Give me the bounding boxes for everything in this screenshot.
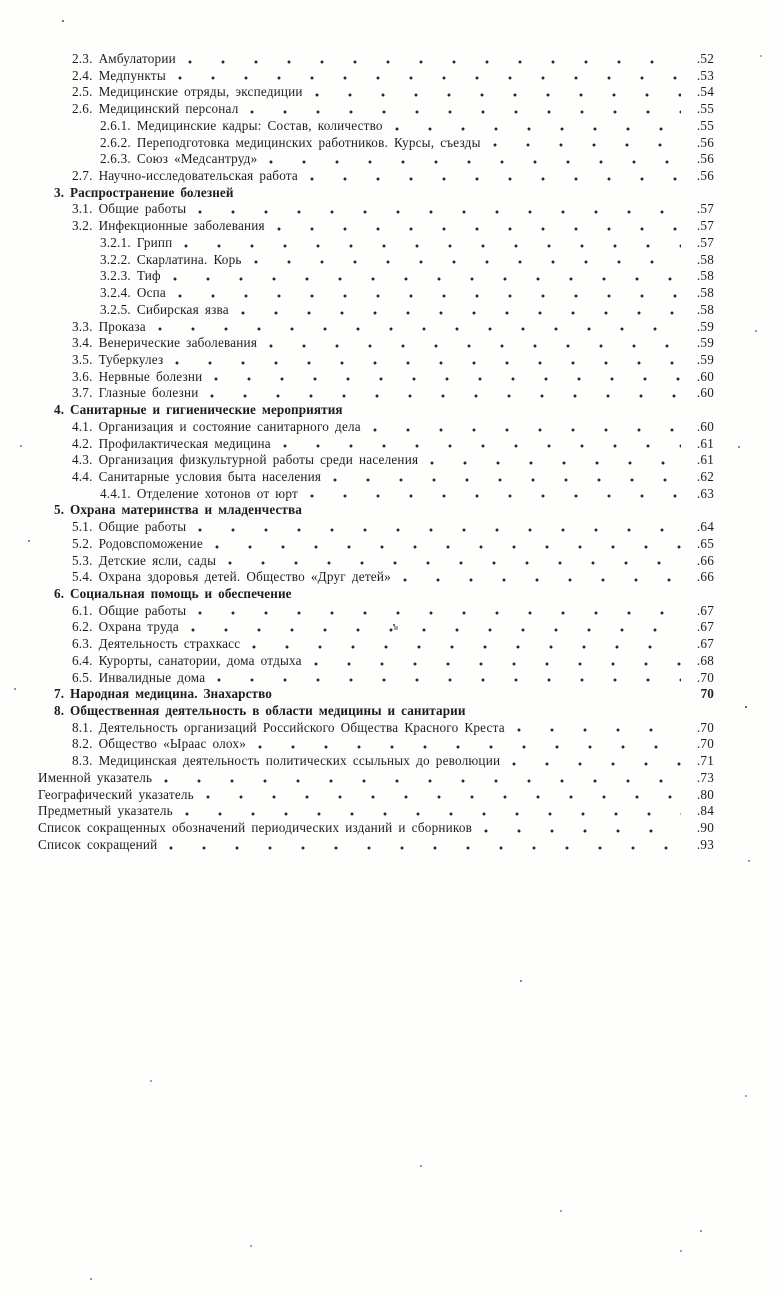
toc-entry-page: .58 [696, 301, 714, 317]
toc-entry-page: .61 [696, 435, 714, 451]
toc-entry-page: .70 [696, 736, 714, 752]
dot-leader [198, 209, 681, 215]
toc-entry-page: .56 [696, 151, 714, 167]
toc-entry-page: .59 [696, 318, 714, 334]
toc-entry-page: .66 [696, 552, 714, 568]
toc-entry-page: .57 [696, 201, 714, 217]
toc-entry [0, 770, 714, 787]
toc-entry-label: Именной указатель [38, 769, 153, 785]
dot-leader [315, 92, 681, 98]
toc-entry-page: .64 [696, 519, 714, 535]
toc-entry [0, 837, 714, 854]
toc-entry-page: .56 [696, 134, 714, 150]
toc-entry [0, 151, 714, 168]
toc-entry-page: .59 [696, 335, 714, 351]
toc-entry-label: 3.7. Глазные болезни [72, 385, 199, 401]
toc-entry-label: 4. Санитарные и гигиенические мероприятия [54, 402, 343, 418]
toc-entry [0, 787, 714, 804]
toc-entry-label: 2.5. Медицинские отряды, экспедиции [72, 84, 303, 100]
dot-leader [175, 360, 681, 366]
toc-entry-label: 6.3. Деятельность страхкасс [72, 636, 241, 652]
toc-entry-page: .90 [696, 820, 714, 836]
toc-entry [0, 670, 714, 687]
toc-entry-label: Географический указатель [38, 786, 194, 802]
dot-leader [333, 477, 681, 483]
toc-entry-page: .84 [696, 803, 714, 819]
table-of-contents [0, 51, 780, 854]
dot-leader [173, 276, 681, 282]
toc-entry [0, 68, 714, 85]
toc-entry-label: 3.2.4. Оспа [100, 285, 166, 301]
dot-leader [241, 310, 681, 316]
toc-entry-page: .67 [696, 619, 714, 635]
toc-entry [0, 419, 714, 436]
toc-entry-label: 3.4. Венерические заболевания [72, 335, 258, 351]
toc-entry [0, 653, 714, 670]
toc-entry-page: .58 [696, 268, 714, 284]
toc-entry-page: .67 [696, 602, 714, 618]
dot-leader [228, 560, 681, 566]
toc-entry-label: 3.2. Инфекционные заболевания [72, 218, 265, 234]
toc-entry [0, 619, 714, 636]
dot-leader [284, 694, 681, 700]
toc-entry [0, 319, 714, 336]
toc-entry [0, 603, 714, 620]
toc-entry-label: 3.1. Общие работы [72, 201, 187, 217]
toc-entry [0, 486, 714, 503]
toc-entry [0, 285, 714, 302]
toc-entry-label: 3.2.1. Грипп [100, 234, 173, 250]
toc-entry-page: .55 [696, 101, 714, 117]
dot-leader [373, 427, 681, 433]
toc-entry-label: 4.4.1. Отделение хотонов от юрт [100, 485, 298, 501]
dot-leader [210, 393, 681, 399]
toc-entry [0, 84, 714, 101]
dot-leader [484, 828, 681, 834]
toc-entry [0, 469, 714, 486]
toc-entry-page: .68 [696, 652, 714, 668]
dot-leader [403, 577, 681, 583]
toc-entry-label: 5. Охрана материнства и младенчества [54, 502, 302, 518]
toc-entry-page: .93 [696, 836, 714, 852]
toc-entry [0, 452, 714, 469]
toc-entry-page: .63 [696, 485, 714, 501]
toc-entry-label: 5.4. Охрана здоровья детей. Общество «Друг детей» [72, 569, 391, 585]
toc-entry [0, 101, 714, 118]
dot-leader [493, 142, 681, 148]
dot-leader [430, 460, 681, 466]
toc-entry [0, 636, 714, 653]
toc-entry-label: Предметный указатель [38, 803, 173, 819]
toc-entry-page: .58 [696, 251, 714, 267]
toc-entry-label: 8. Общественная деятельность в области медицины и санитарии [54, 703, 466, 719]
toc-entry [0, 352, 714, 369]
toc-entry-label: Список сокращений [38, 836, 158, 852]
toc-entry-label: 2.6. Медицинский персонал [72, 101, 239, 117]
dot-leader [277, 226, 681, 232]
toc-entry-label: 2.3. Амбулатории [72, 51, 176, 66]
toc-entry-label: 2.6.1. Медицинские кадры: Состав, количество [100, 117, 383, 133]
dot-leader [198, 610, 681, 616]
toc-entry [0, 135, 714, 152]
dot-leader [188, 59, 681, 65]
toc-entry-page: .54 [696, 84, 714, 100]
toc-entry-label: 2.4. Медпункты [72, 67, 166, 83]
toc-entry-page: .66 [696, 569, 714, 585]
toc-entry [0, 586, 714, 603]
toc-entry [0, 402, 714, 419]
toc-entry-page: .53 [696, 67, 714, 83]
toc-entry [0, 736, 714, 753]
dot-leader [158, 326, 681, 332]
dot-leader [185, 811, 681, 817]
toc-entry [0, 519, 714, 536]
toc-entry-label: 6. Социальная помощь и обеспечение [54, 586, 292, 601]
toc-entry [0, 536, 714, 553]
toc-entry-label: 8.3. Медицинская деятельность политических ссыльных до революции [72, 753, 501, 769]
toc-entry-label: 2.6.2. Переподготовка медицинских работников. Курсы, съезды [100, 134, 481, 150]
dot-leader [215, 544, 681, 550]
toc-entry-label: 8.2. Общество «Ыраас олох» [72, 736, 246, 752]
toc-entry-label: 4.3. Организация физкультурной работы среди населения [72, 452, 419, 468]
toc-entry-page: .65 [696, 535, 714, 551]
toc-entry-label: 5.2. Родовспоможение [72, 535, 203, 551]
toc-entry [0, 201, 714, 218]
dot-leader [512, 761, 681, 767]
toc-entry [0, 553, 714, 570]
dot-leader [269, 343, 681, 349]
dot-leader [258, 744, 681, 750]
dot-leader [217, 677, 681, 683]
toc-entry-label: 8.1. Деятельность организаций Российского Общества Красного Креста [72, 719, 505, 735]
dot-leader [191, 627, 681, 633]
toc-entry [0, 235, 714, 252]
toc-entry-label: 3.6. Нервные болезни [72, 368, 203, 384]
toc-entry-label: 7. Народная медицина. Знахарство [54, 686, 272, 702]
toc-entry-page: .62 [696, 468, 714, 484]
dot-leader [310, 493, 681, 499]
toc-entry-page: .60 [696, 368, 714, 384]
toc-entry [0, 369, 714, 386]
scan-noise-speckles [0, 0, 2, 2]
toc-entry [0, 302, 714, 319]
toc-entry-label: 3.2.2. Скарлатина. Корь [100, 251, 242, 267]
toc-entry-page: .70 [696, 669, 714, 685]
dot-leader [178, 75, 681, 81]
dot-leader [214, 376, 681, 382]
dot-leader [164, 778, 681, 784]
toc-entry-label: 6.5. Инвалидные дома [72, 669, 206, 685]
toc-entry [0, 703, 714, 720]
toc-entry-page: .60 [696, 385, 714, 401]
toc-entry [0, 118, 714, 135]
toc-entry-label: 3. Распространение болезней [54, 184, 234, 200]
toc-entry-page: 70 [700, 686, 714, 702]
toc-entry-label: 3.2.5. Сибирская язва [100, 301, 229, 317]
toc-entry [0, 252, 714, 269]
toc-entry-label: 3.3. Проказа [72, 318, 146, 334]
toc-entry-label: 5.3. Детские ясли, сады [72, 552, 217, 568]
dot-leader [198, 527, 681, 533]
dot-leader [178, 293, 681, 299]
toc-entry [0, 218, 714, 235]
dot-leader [314, 661, 681, 667]
toc-entry [0, 168, 714, 185]
toc-entry-label: Список сокращенных обозначений периодических изданий и сборников [38, 820, 473, 836]
dot-leader [254, 259, 681, 265]
toc-entry [0, 686, 714, 703]
toc-entry-label: 4.2. Профилактическая медицина [72, 435, 271, 451]
toc-entry-page: .73 [696, 769, 714, 785]
toc-entry [0, 820, 714, 837]
dot-leader [310, 176, 681, 182]
toc-entry-label: 6.2. Охрана труда [72, 619, 179, 635]
toc-entry-page: .55 [696, 117, 714, 133]
toc-entry [0, 385, 714, 402]
toc-entry-page: .58 [696, 285, 714, 301]
toc-entry-page: .57 [696, 218, 714, 234]
toc-entry-label: 3.5. Туберкулез [72, 351, 164, 367]
toc-entry [0, 436, 714, 453]
dot-leader [250, 109, 681, 115]
dot-leader [206, 794, 681, 800]
toc-entry [0, 268, 714, 285]
toc-entry-label: 4.4. Санитарные условия быта населения [72, 468, 322, 484]
toc-entry [0, 803, 714, 820]
toc-entry-page: .56 [696, 168, 714, 184]
toc-entry-label: 3.2.3. Тиф [100, 268, 161, 284]
toc-entry-page: .70 [696, 719, 714, 735]
toc-entry-label: 6.1. Общие работы [72, 602, 187, 618]
toc-entry-label: 2.7. Научно-исследовательская работа [72, 168, 298, 184]
dot-leader [169, 845, 681, 851]
toc-entry-page: .67 [696, 636, 714, 652]
toc-entry [0, 335, 714, 352]
toc-entry-page: .52 [696, 51, 714, 66]
dot-leader [395, 126, 681, 132]
toc-entry-label: 6.4. Курорты, санатории, дома отдыха [72, 652, 302, 668]
dot-leader [252, 644, 681, 650]
toc-entry-page: .60 [696, 418, 714, 434]
dot-leader [269, 159, 681, 165]
toc-entry [0, 51, 714, 68]
toc-entry-label: 2.6.3. Союз «Медсантруд» [100, 151, 258, 167]
toc-entry [0, 720, 714, 737]
toc-entry-page: .57 [696, 234, 714, 250]
dot-leader [283, 443, 681, 449]
toc-entry-page: .71 [696, 753, 714, 769]
toc-entry [0, 502, 714, 519]
toc-entry-label: 4.1. Организация и состояние санитарного дела [72, 418, 361, 434]
toc-entry [0, 753, 714, 770]
toc-entry-page: .59 [696, 351, 714, 367]
toc-entry-label: 5.1. Общие работы [72, 519, 187, 535]
toc-entry [0, 569, 714, 586]
toc-entry [0, 185, 714, 202]
dot-leader [184, 243, 681, 249]
toc-entry-page: .80 [696, 786, 714, 802]
toc-entry-page: .61 [696, 452, 714, 468]
dot-leader [517, 727, 681, 733]
